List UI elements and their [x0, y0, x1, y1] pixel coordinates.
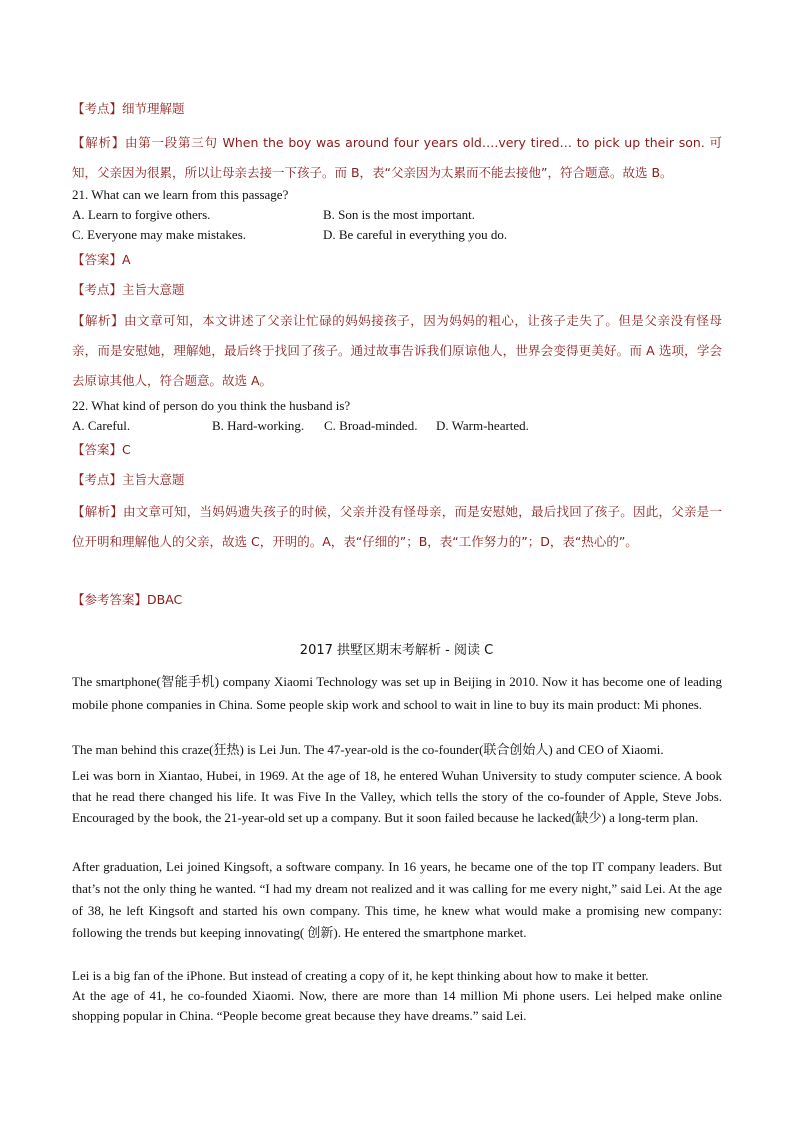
passage-paragraph-6: At the age of 41, he co-founded Xiaomi. Now, there are more than 14 million Mi phone users. Lei helped make online shopping popular in China. “People become great because they have dreams.” said Lei.	[72, 988, 722, 1023]
q20-kaodian	[72, 99, 722, 119]
q21-option-c: C. Everyone may make mistakes.	[72, 227, 247, 242]
q20-jiexi-tag: 【解析】	[72, 135, 126, 150]
q20-kaodian-tag: 【考点】	[72, 101, 123, 116]
q21-jiexi	[72, 306, 722, 396]
q22-option-b: B. Hard-working.	[212, 418, 305, 433]
passage-paragraph-5: Lei is a big fan of the iPhone. But instead of creating a copy of it, he kept thinking about how to make it better.	[72, 968, 649, 983]
q21-option-b: B. Son is the most important.	[323, 207, 476, 222]
q22-kaodian	[72, 470, 722, 490]
q22-option-c: C. Broad-minded.	[324, 418, 418, 433]
q21-option-a: A. Learn to forgive others.	[72, 207, 211, 222]
q20-jiexi-text: 由第一段第三句 When the boy was around four years old….very tired… to pick up their son. 可知，父亲因为很累，所以让母亲去接一下孩子。而 B，表“父亲因为太累而不能去接他”，符合题意。故选 B。	[72, 135, 722, 180]
q21-answer	[72, 250, 722, 270]
q22-answer	[72, 440, 722, 460]
q21-kaodian-tag: 【考点】	[72, 282, 123, 297]
q20-jiexi	[72, 128, 722, 188]
reference-answer	[72, 590, 722, 610]
passage-paragraph-1: The smartphone(智能手机) company Xiaomi Technology was set up in Beijing in 2010. Now it has become one of leading mobile phone companies in China. Some people skip work and school to wait in line to buy its main product: Mi phones.	[72, 674, 722, 712]
q22-option-d: D. Warm-hearted.	[436, 418, 529, 433]
q21-question: 21. What can we learn from this passage?	[72, 187, 289, 202]
q22-answer-tag: 【答案】	[72, 442, 123, 457]
q21-answer-value: A	[122, 252, 131, 267]
q22-answer-value: C	[122, 442, 131, 457]
reference-answer-value: DBAC	[147, 592, 183, 607]
q22-jiexi-tag: 【解析】	[72, 504, 123, 519]
reference-answer-tag: 【参考答案】	[72, 592, 148, 607]
q20-kaodian-text: 细节理解题	[122, 101, 185, 116]
q22-option-a: A. Careful.	[72, 418, 131, 433]
q22-question: 22. What kind of person do you think the husband is?	[72, 398, 351, 413]
q22-kaodian-tag: 【考点】	[72, 472, 123, 487]
q22-jiexi	[72, 497, 722, 557]
q21-answer-tag: 【答案】	[72, 252, 123, 267]
q21-option-d: D. Be careful in everything you do.	[323, 227, 508, 242]
q21-jiexi-tag: 【解析】	[72, 313, 125, 328]
q22-jiexi-text: 由文章可知，当妈妈遗失孩子的时候，父亲并没有怪母亲，而是安慰她，最后找回了孩子。因此，父亲是一位开明和理解他人的父亲，故选 C，开明的。A，表“仔细的”；B，表“工作努力的”；D，表“热心的”。	[72, 504, 722, 549]
passage-paragraph-2: The man behind this craze(狂热) is Lei Jun. The 47-year-old is the co-founder(联合创始人) and CEO of Xiaomi.	[72, 742, 664, 757]
q21-jiexi-text: 由文章可知，本文讲述了父亲让忙碌的妈妈接孩子，因为妈妈的粗心，让孩子走失了。但是父亲没有怪母亲，而是安慰她，理解她，最后终于找回了孩子。通过故事告诉我们原谅他人，世界会变得更美好。而 A 选项，学会去原谅其他人，符合题意。故选 A。	[72, 313, 722, 388]
q22-kaodian-text: 主旨大意题	[122, 472, 185, 487]
section-title: 2017 拱墅区期末考解析 - 阅读 C	[299, 643, 494, 658]
q21-kaodian	[72, 280, 722, 300]
passage-paragraph-3: Lei was born in Xiantao, Hubei, in 1969. At the age of 18, he entered Wuhan University to study computer science. A book that he read there changed his life. It was Five In the Valley, which tells the story of the co-founder of Apple, Steve Jobs. Encouraged by the book, the 21-year-old set up a company. But it soon failed because he lacked(缺少) a long-term plan.	[72, 768, 722, 825]
passage-paragraph-4: After graduation, Lei joined Kingsoft, a software company. In 16 years, he became one of the top IT company leaders. But that’s not the only thing he wanted. “I had my dream not realized and it was calling for me every night,” said Lei. At the age of 38, he left Kingsoft and started his own company. This time, he knew what would make a promising new company: following the trends but keeping innovating( 创新). He entered the smartphone market.	[72, 859, 722, 940]
q21-kaodian-text: 主旨大意题	[122, 282, 185, 297]
